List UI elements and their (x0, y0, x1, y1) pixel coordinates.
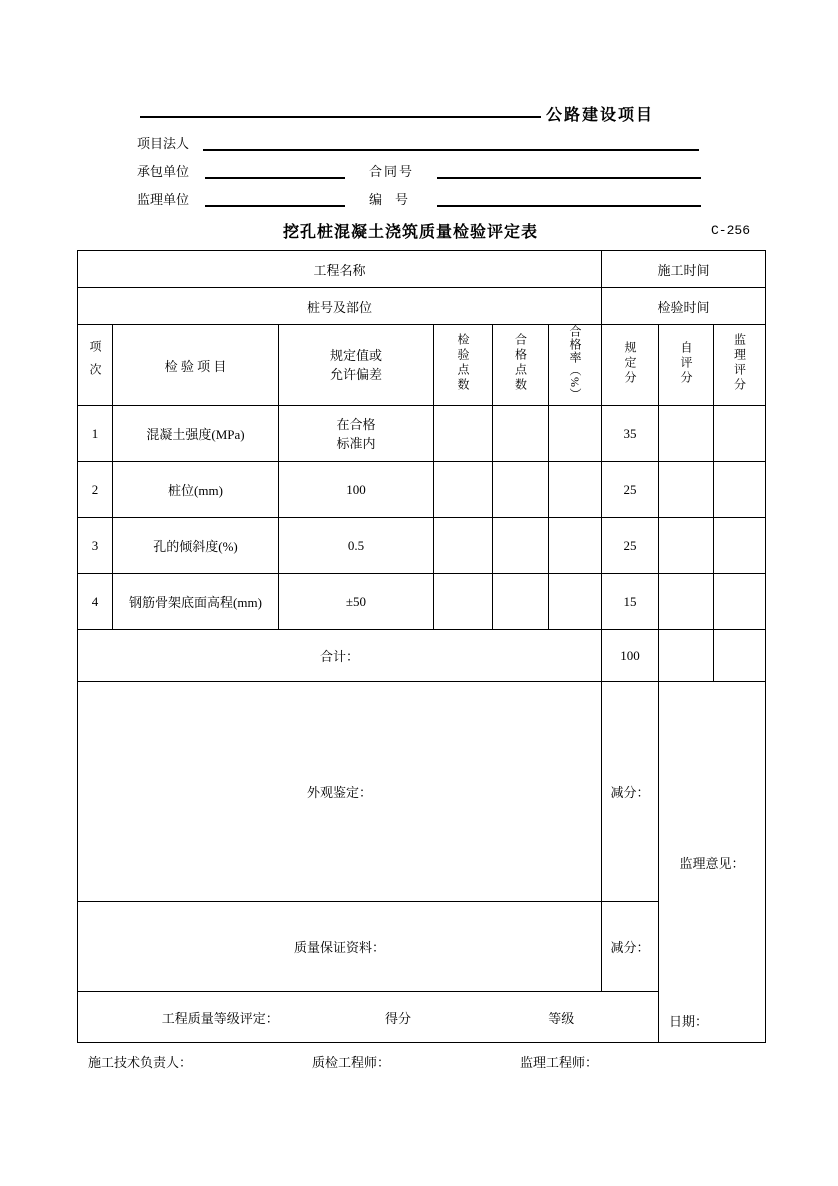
quality-assurance-label: 质量保证资料： (78, 902, 602, 992)
row4-pass-rate (549, 574, 602, 630)
row4-spec: ±50 (279, 574, 434, 630)
appearance-row (78, 682, 766, 902)
col-header-spec (279, 325, 434, 406)
form-title: 挖孔桩混凝土浇筑质量检验评定表 (283, 224, 539, 241)
supervisor-fill-line (205, 205, 345, 207)
row3-supervision-score (714, 518, 766, 574)
contractor-fill-line (205, 177, 345, 179)
row1-spec-line2: 标准内 (336, 435, 376, 451)
serial-no-label: 编 号 (369, 192, 409, 207)
col-header-supervision-score (714, 325, 766, 406)
row1-self-score (659, 406, 714, 462)
row4-self-score (659, 574, 714, 630)
column-header-row (78, 325, 766, 406)
row1-spec-line1: 在合格 (336, 416, 376, 432)
contract-no-fill-line (437, 177, 701, 179)
row2-pass-rate (549, 462, 602, 518)
col-header-inspection-item: 检 验 项 目 (113, 325, 279, 406)
row4-supervision-score (714, 574, 766, 630)
serial-no-fill-line (437, 205, 701, 207)
pile-section-label: 桩号及部位 (78, 288, 602, 325)
form-code: C-256 (711, 223, 751, 238)
row3-specified-score: 25 (602, 518, 659, 574)
inspection-time-label: 检验时间 (602, 288, 766, 325)
supervisor-label: 监理单位 (137, 192, 190, 207)
row1-specified-score: 35 (602, 406, 659, 462)
spec-header-line2: 允许偏差 (329, 367, 382, 382)
row4-inspection-points (434, 574, 493, 630)
date-label: 日期： (669, 1014, 709, 1029)
supervision-engineer-label: 监理工程师： (520, 1055, 599, 1070)
project-type-label: 公路建设项目 (546, 107, 655, 124)
row4-qualified-points (493, 574, 549, 630)
row2-inspection-points (434, 462, 493, 518)
qc-engineer-label: 质检工程师： (312, 1055, 391, 1070)
project-name-label: 工程名称 (78, 251, 602, 288)
row2-specified-score: 25 (602, 462, 659, 518)
total-self-score (659, 630, 714, 682)
table-row-2 (78, 462, 766, 518)
pass-rate-vertical-text: 合格率（%） (568, 325, 583, 401)
table-row-4 (78, 574, 766, 630)
qa-deduction-label: 减分： (602, 902, 659, 992)
row2-no: 2 (78, 462, 113, 518)
col-header-specified-score (602, 325, 659, 406)
score-label: 得分 (385, 1010, 412, 1026)
col-header-item-no (78, 325, 113, 406)
row2-qualified-points (493, 462, 549, 518)
grade-label: 等级 (548, 1010, 575, 1026)
row3-inspection-points (434, 518, 493, 574)
row2-supervision-score (714, 462, 766, 518)
supervision-score-vertical-text: 监理评分 (732, 333, 747, 393)
construction-time-label: 施工时间 (602, 251, 766, 288)
row1-item: 混凝土强度(MPa) (113, 406, 279, 462)
row3-no: 3 (78, 518, 113, 574)
spec-header-line1: 规定值或 (329, 348, 382, 363)
grade-evaluation-label: 工程质量等级评定： (161, 1010, 279, 1026)
table-row-1 (78, 406, 766, 462)
construction-tech-manager-label: 施工技术负责人： (88, 1055, 193, 1070)
supervision-opinion-label: 监理意见： (679, 855, 745, 871)
row1-spec (279, 406, 434, 462)
row3-pass-rate (549, 518, 602, 574)
supervision-opinion-cell (659, 682, 766, 1043)
legal-person-fill-line (203, 149, 699, 151)
appearance-deduction-label: 减分： (602, 682, 659, 902)
item-no-vertical-text: 项次 (88, 340, 102, 386)
row1-pass-rate (549, 406, 602, 462)
table-row-3 (78, 518, 766, 574)
pile-section-row (78, 288, 766, 325)
total-label: 合计： (78, 630, 602, 682)
legal-person-label: 项目法人 (137, 136, 190, 151)
row3-self-score (659, 518, 714, 574)
row4-no: 4 (78, 574, 113, 630)
self-score-vertical-text: 自评分 (679, 340, 694, 386)
inspection-table (77, 250, 766, 1043)
appearance-label: 外观鉴定： (78, 682, 602, 902)
total-row (78, 630, 766, 682)
col-header-self-score (659, 325, 714, 406)
row4-specified-score: 15 (602, 574, 659, 630)
col-header-pass-rate (549, 325, 602, 406)
row1-no: 1 (78, 406, 113, 462)
contractor-label: 承包单位 (137, 164, 190, 179)
col-header-inspection-points (434, 325, 493, 406)
col-header-qualified-points (493, 325, 549, 406)
row1-qualified-points (493, 406, 549, 462)
grade-evaluation-cell (78, 992, 659, 1043)
inspection-points-vertical-text: 检验点数 (456, 333, 470, 393)
row3-qualified-points (493, 518, 549, 574)
total-specified-score: 100 (602, 630, 659, 682)
row3-spec: 0.5 (279, 518, 434, 574)
row3-item: 孔的倾斜度(%) (113, 518, 279, 574)
contract-no-label: 合同号 (369, 164, 415, 179)
total-supervision-score (714, 630, 766, 682)
project-name-row (78, 251, 766, 288)
qualified-points-vertical-text: 合格点数 (513, 333, 528, 393)
row4-item: 钢筋骨架底面高程(mm) (113, 574, 279, 630)
row2-spec: 100 (279, 462, 434, 518)
row2-item: 桩位(mm) (113, 462, 279, 518)
specified-score-vertical-text: 规定分 (623, 340, 638, 386)
row1-inspection-points (434, 406, 493, 462)
row1-supervision-score (714, 406, 766, 462)
row2-self-score (659, 462, 714, 518)
project-type-fill-line (140, 116, 541, 118)
